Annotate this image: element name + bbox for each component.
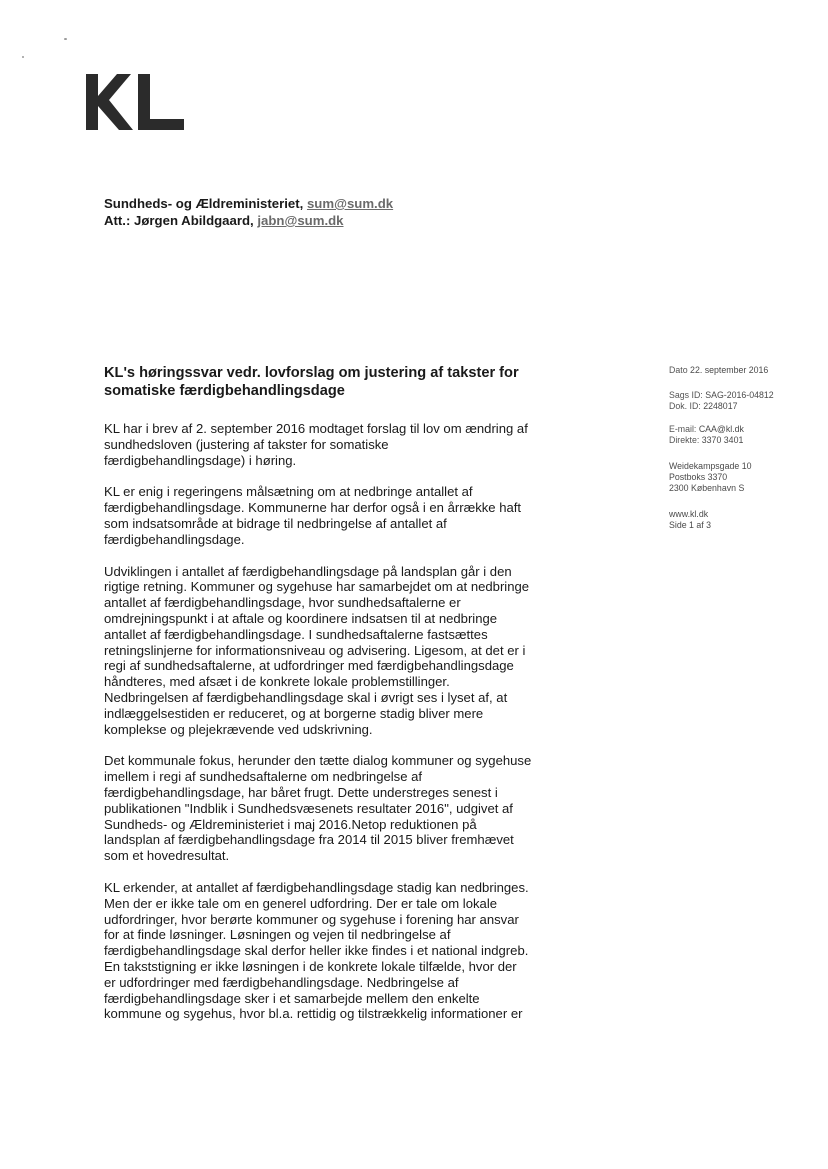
email-label: E-mail: (669, 424, 697, 434)
address-postbox: Postboks 3370 (669, 472, 728, 483)
direct-phone-value: 3370 3401 (701, 435, 744, 446)
attention-email-link[interactable]: jabn@sum.dk (257, 213, 344, 228)
meta-address (669, 461, 751, 495)
kl-logo (86, 74, 184, 130)
recipient-attention: Att.: Jørgen Abildgaard, (104, 213, 258, 228)
direct-phone-label: Direkte: (669, 435, 700, 446)
meta-web-page (669, 509, 711, 531)
case-id-label: Sags ID: (669, 390, 703, 400)
address-street: Weidekampsgade 10 (669, 461, 752, 471)
meta-ids (669, 390, 774, 412)
meta-date (669, 365, 768, 376)
recipient-line-attention (104, 212, 393, 229)
recipient-ministry: Sundheds- og Ældreministeriet, (104, 196, 307, 211)
date-label: Dato (669, 365, 688, 375)
date-value: 22. september 2016 (690, 365, 769, 375)
case-id-value: SAG-2016-04812 (705, 390, 774, 400)
letter-title: KL's høringssvar vedr. lovforslag om justering af takster for somatiske færdigbehandlingsdage (104, 365, 519, 399)
recipient-block (104, 195, 393, 229)
body-paragraph: Udviklingen i antallet af færdigbehandlingsdage på landsplan går i den rigtige retning. Kommuner og sygehuse har samarbejdet om at nedbringe antallet af færdigbehandlingsdage, hvor sundhedsaftalerne er omdrejningspunkt i at aftale og koordinere indsatsen til at nedbringe antallet af færdigbehandlingsdage. I sundhedsaftalerne fastsættes retningslinjerne for informationsniveau og advisering. Ligesom, at det er i regi af sundhedsaftalerne, at udfordringer med færdigbehandlingsdage håndteres, med afsæt i de konkrete lokale problemstillinger. Nedbringelsen af færdigbehandlingsdage skal i øvrigt ses i lyset af, at indlæggelsestiden er reduceret, og at borgerne stadig bliver mere komplekse og plejekrævende ved udskrivning. (104, 563, 530, 737)
scan-speck (22, 56, 24, 58)
scan-speck (64, 38, 67, 40)
doc-id-value: 2248017 (703, 401, 738, 412)
email-value: CAA@kl.dk (698, 424, 744, 434)
letter-body (104, 421, 564, 1038)
meta-contact (669, 424, 744, 446)
recipient-line-ministry (104, 195, 393, 212)
address-city: 2300 København S (669, 483, 745, 494)
ministry-email-link[interactable]: sum@sum.dk (306, 196, 394, 211)
body-paragraph: KL erkender, at antallet af færdigbehandlingsdage stadig kan nedbringes. Men der er ikke tale om en generel udfordring. Der er tale om lokale udfordringer, hvor berørte kommuner og sygehuse i forening har ansvar for at finde løsninger. Løsningen og vejen til nedbringelse af færdigbehandlingsdage skal derfor heller ikke findes i et national indgreb. En takststigning er ikke løsningen i de konkrete lokale tilfælde, hvor der er udfordringer med færdigbehandlingsdage. Nedbringelse af færdigbehandlingsdage sker i et samarbejde mellem den enkelte kommune og sygehus, hvor bl.a. rettidig og tilstrækkelig informationer er (104, 879, 529, 1022)
body-paragraph: KL er enig i regeringens målsætning om at nedbringe antallet af færdigbehandlingsdage. Kommunerne har derfor også i en årrække haft som indsatsområde at bidrage til nedbringelse af antallet af færdigbehandlingsdage. (104, 484, 522, 547)
doc-id-label: Dok. ID: (669, 401, 701, 412)
page-number: Side 1 af 3 (669, 520, 712, 531)
body-paragraph: Det kommunale fokus, herunder den tætte dialog kommuner og sygehuse imellem i regi af sundhedsaftalerne om nedbringelse af færdigbehandlingsdage, har båret frugt. Dette understreges senest i publikationen "Indblik i Sundhedsvæsenets resultater 2016", udgivet af Sundheds- og Ældreministeriet i maj 2016.Netop reduktionen på landsplan af færdigbehandlingsdage fra 2014 til 2015 bliver fremhævet som et hovedresultat. (104, 753, 532, 864)
body-paragraph: KL har i brev af 2. september 2016 modtaget forslag til lov om ændring af sundhedsloven (justering af takster for somatiske færdigbehandlingsdage) i høring. (104, 421, 528, 468)
website: www.kl.dk (669, 509, 709, 519)
